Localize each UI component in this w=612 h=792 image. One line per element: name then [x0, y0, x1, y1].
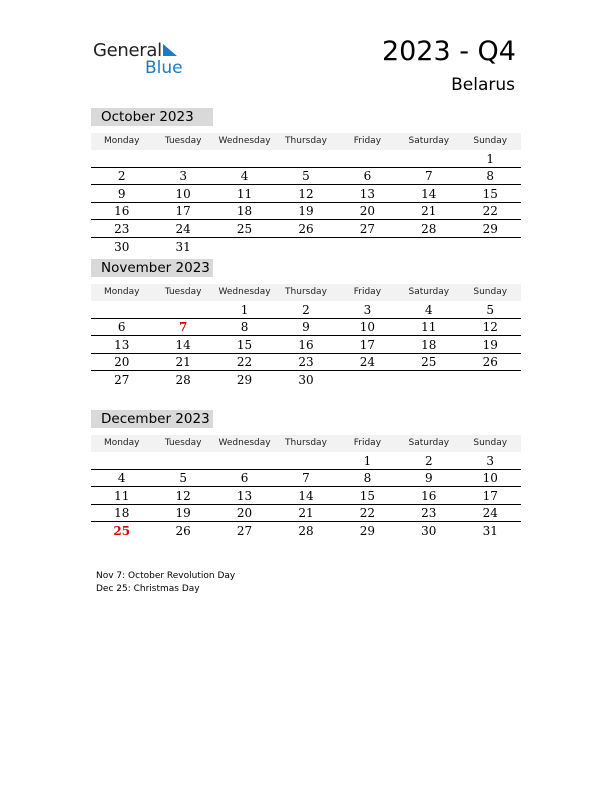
- day-cell: 26: [175, 523, 191, 538]
- week-row: [91, 372, 521, 388]
- logo: [93, 40, 193, 80]
- day-cell: 16: [114, 204, 130, 219]
- day-cell: [398, 372, 459, 388]
- day-cell: 12: [298, 186, 314, 201]
- week-row: [91, 505, 521, 522]
- weekday-label: Tuesday: [164, 438, 202, 448]
- day-cell: 23: [114, 221, 130, 236]
- day-cell: 2: [117, 169, 126, 184]
- day-cell: 20: [359, 204, 376, 219]
- day-cell: 10: [175, 186, 191, 201]
- day-cell: 8: [486, 169, 495, 184]
- day-cell: 11: [114, 488, 130, 503]
- week-row: [91, 523, 521, 539]
- day-cell: 17: [482, 488, 498, 503]
- weekday-label: Wednesday: [218, 136, 271, 146]
- day-cell: 17: [359, 337, 376, 352]
- day-cell: [275, 239, 336, 255]
- weekday-label: Sunday: [473, 136, 508, 146]
- weekday-label: Monday: [103, 438, 140, 448]
- day-cell: 15: [236, 337, 253, 352]
- weekday-label: Saturday: [408, 136, 450, 146]
- month-december: [91, 410, 521, 539]
- day-cell: 9: [117, 186, 126, 201]
- weekday-label: Friday: [353, 136, 382, 146]
- day-cell: 27: [114, 372, 130, 387]
- weekday-label: Tuesday: [164, 287, 202, 297]
- weekday-label: Monday: [103, 136, 140, 146]
- month-name: November 2023: [91, 259, 213, 277]
- day-cell: 19: [175, 506, 191, 521]
- day-cell: 14: [298, 488, 314, 503]
- day-cell: 20: [114, 355, 130, 370]
- day-cell: [152, 453, 213, 469]
- day-cell: [214, 239, 275, 255]
- day-cell: 4: [240, 169, 249, 184]
- week-row: [91, 221, 521, 238]
- day-cell: 28: [175, 372, 191, 387]
- week-row: [91, 203, 521, 220]
- day-cell: [460, 239, 521, 255]
- weekday-label: Friday: [353, 438, 382, 448]
- weekday-header: [91, 284, 521, 301]
- day-cell: [91, 151, 152, 167]
- day-cell: 29: [236, 372, 253, 387]
- day-cell: 18: [236, 204, 253, 219]
- day-cell: 6: [363, 169, 372, 184]
- weekday-label: Sunday: [473, 287, 508, 297]
- day-cell: 22: [236, 355, 253, 370]
- day-cell: [337, 239, 398, 255]
- week-row: [91, 151, 521, 168]
- day-cell: 1: [486, 151, 495, 166]
- day-cell: [275, 151, 336, 167]
- day-cell: 30: [298, 372, 314, 387]
- week-row: [91, 337, 521, 354]
- day-cell: 14: [421, 186, 437, 201]
- day-cell: 31: [482, 523, 498, 538]
- day-cell: 16: [421, 488, 437, 503]
- holiday-notes: [96, 570, 235, 596]
- day-cell: 28: [298, 523, 314, 538]
- month-name: December 2023: [91, 410, 213, 428]
- day-cell: 24: [359, 355, 376, 370]
- day-cell: 7: [178, 320, 188, 335]
- day-cell: 13: [359, 186, 376, 201]
- logo-general-text: General: [93, 40, 162, 61]
- country-name: Belarus: [451, 75, 515, 95]
- day-cell: 20: [236, 506, 253, 521]
- day-cell: 31: [175, 239, 191, 254]
- month-october: [91, 108, 521, 255]
- day-cell: 21: [175, 355, 191, 370]
- day-cell: 25: [236, 221, 253, 236]
- holiday-note: Nov 7: October Revolution Day: [96, 571, 236, 581]
- day-cell: [91, 453, 152, 469]
- week-row: [91, 453, 521, 470]
- day-cell: 10: [359, 320, 376, 335]
- day-cell: 23: [421, 506, 437, 521]
- holiday-note: Dec 25: Christmas Day: [96, 584, 200, 594]
- weekday-label: Saturday: [408, 438, 450, 448]
- day-cell: 4: [117, 471, 126, 486]
- day-cell: 3: [363, 302, 372, 317]
- day-cell: 26: [482, 355, 498, 370]
- day-cell: 8: [240, 320, 249, 335]
- week-row: [91, 239, 521, 255]
- week-row: [91, 470, 521, 487]
- day-cell: 19: [482, 337, 498, 352]
- day-cell: 6: [240, 471, 249, 486]
- day-cell: 22: [359, 506, 376, 521]
- weekday-header: [91, 435, 521, 452]
- day-cell: [152, 302, 213, 318]
- day-cell: 16: [298, 337, 314, 352]
- day-cell: 7: [425, 169, 433, 184]
- day-cell: 22: [482, 204, 498, 219]
- week-row: [91, 488, 521, 505]
- weekday-label: Friday: [353, 287, 382, 297]
- weekday-label: Thursday: [285, 287, 327, 297]
- day-cell: 12: [175, 488, 191, 503]
- logo-blue-text: Blue: [145, 58, 183, 78]
- day-cell: 15: [482, 186, 498, 201]
- day-cell: 15: [359, 488, 376, 503]
- day-cell: [337, 372, 398, 388]
- day-cell: 29: [359, 523, 376, 538]
- logo-flag-icon: [163, 44, 177, 56]
- day-cell: 7: [302, 471, 310, 486]
- day-cell: 3: [179, 169, 187, 184]
- day-cell: 2: [425, 453, 433, 468]
- day-cell: 11: [236, 186, 253, 201]
- day-cell: 12: [482, 320, 498, 335]
- day-cell: 18: [421, 337, 437, 352]
- week-row: [91, 302, 521, 319]
- day-cell: 9: [302, 320, 310, 335]
- day-cell: [152, 151, 213, 167]
- page-title: 2023 - Q4: [381, 36, 516, 67]
- day-cell: 29: [482, 221, 498, 236]
- day-cell: 25: [421, 355, 437, 370]
- day-cell: 1: [363, 453, 372, 468]
- day-cell: 4: [425, 302, 433, 317]
- day-cell: 10: [482, 471, 498, 486]
- day-cell: 6: [117, 320, 126, 335]
- week-row: [91, 354, 521, 371]
- day-cell: 24: [175, 221, 191, 236]
- day-cell: 26: [298, 221, 314, 236]
- day-cell: 9: [425, 471, 433, 486]
- day-cell: 18: [114, 506, 130, 521]
- day-cell: 5: [179, 471, 187, 486]
- day-cell: [398, 239, 459, 255]
- weekday-label: Wednesday: [218, 438, 271, 448]
- day-cell: 17: [175, 204, 191, 219]
- day-cell: 30: [421, 523, 437, 538]
- day-cell: 14: [175, 337, 191, 352]
- day-cell: [337, 151, 398, 167]
- weekday-label: Tuesday: [164, 136, 202, 146]
- day-cell: 21: [298, 506, 314, 521]
- month-november: [91, 259, 521, 388]
- day-cell: 30: [114, 239, 130, 254]
- day-cell: 13: [236, 488, 253, 503]
- day-cell: 1: [240, 302, 249, 317]
- weekday-label: Saturday: [408, 287, 450, 297]
- day-cell: 27: [359, 221, 376, 236]
- day-cell: 2: [302, 302, 310, 317]
- week-row: [91, 186, 521, 203]
- day-cell: [398, 151, 459, 167]
- month-name: October 2023: [91, 108, 213, 126]
- day-cell: 5: [302, 169, 310, 184]
- weekday-label: Thursday: [285, 136, 327, 146]
- day-cell: 8: [363, 471, 372, 486]
- day-cell: 23: [298, 355, 314, 370]
- day-cell: 19: [298, 204, 314, 219]
- day-cell: [214, 453, 275, 469]
- day-cell: 25: [113, 523, 131, 538]
- day-cell: [275, 453, 336, 469]
- day-cell: 24: [482, 506, 498, 521]
- weekday-label: Wednesday: [218, 287, 271, 297]
- day-cell: 13: [114, 337, 130, 352]
- day-cell: [460, 372, 521, 388]
- day-cell: [214, 151, 275, 167]
- day-cell: 5: [486, 302, 495, 317]
- day-cell: 28: [421, 221, 437, 236]
- weekday-label: Thursday: [285, 438, 327, 448]
- day-cell: 3: [486, 453, 495, 468]
- week-row: [91, 168, 521, 185]
- weekday-label: Monday: [103, 287, 140, 297]
- day-cell: 11: [421, 320, 437, 335]
- day-cell: [91, 302, 152, 318]
- day-cell: 27: [236, 523, 253, 538]
- weekday-label: Sunday: [473, 438, 508, 448]
- weekday-header: [91, 133, 521, 150]
- day-cell: 21: [421, 204, 437, 219]
- week-row: [91, 319, 521, 336]
